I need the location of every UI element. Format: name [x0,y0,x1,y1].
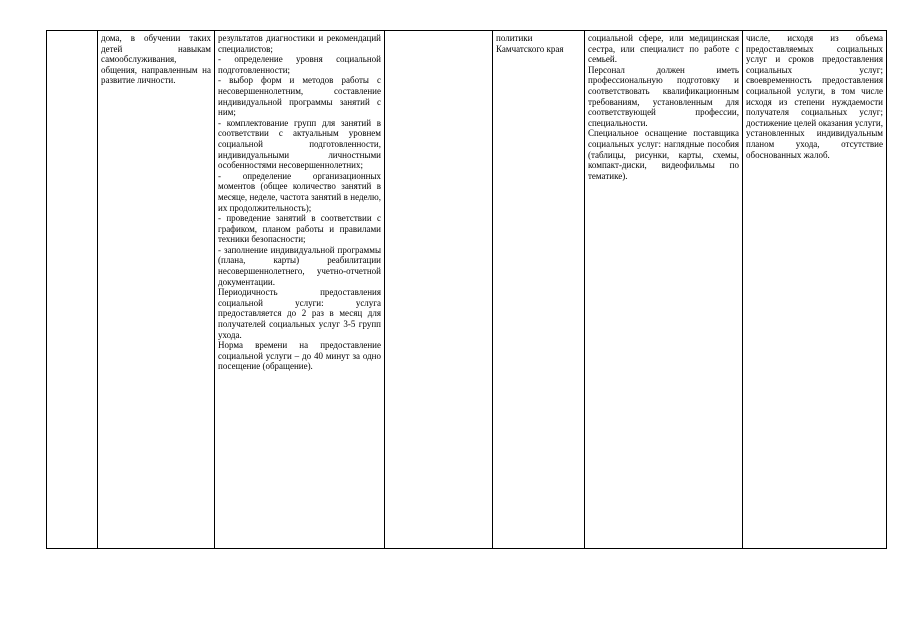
cell-quality-indicators: числе, исходя из объема предоставляемых социальных услуг и сроков предоставления социальных услуг; своевременность предоставления социальной услуги, в том числе исходя из степени нуждаемости получателя социальных услуг; достижение целей оказания услуги, установленных индивидуальным планом ухода, отсутствие обоснованных жалоб. [743,31,887,549]
cell-service-description: дома, в обучении таких детей навыкам самообслуживания, общения, направленным на развитие личности. [98,31,215,549]
cell-legal-basis: политики Камчатского края [493,31,585,549]
cell-conditions: социальной сфере, или медицинская сестра, или специалист по работе с семьей. Персонал должен иметь профессиональную подготовку и соответствовать квалификационным требованиям, установленным для соответствующей профессии, специальности. Специальное оснащение поставщика социальных услуг: наглядные пособия (таблицы, рисунки, карты, схемы, компакт-диски, видеофильмы по тематике). [585,31,743,549]
cell-tariff [385,31,493,549]
table-row [47,31,887,549]
cell-service-procedure: результатов диагностики и рекомендаций специалистов; - определение уровня социальной подготовленности; - выбор форм и методов работы с несовершеннолетним, составление индивидуальной программы занятий с ним; - комплектование групп для занятий в соответствии с актуальным уровнем социальной подготовленности, индивидуальными личностными особенностями несовершеннолетних; - определение организационных моментов (общее количество занятий в месяце, неделе, частота занятий в неделю, их продолжительность); - проведение занятий в соответствии с графиком, планом работы и правилами техники безопасности; - заполнение индивидуальной программы (плана, карты) реабилитации несовершеннолетнего, учетно-отчетной документации. Периодичность предоставления социальной услуги: услуга предоставляется до 2 раз в месяц для получателей социальных услуг 3-5 групп ухода. Норма времени на предоставление социальной услуги – до 40 минут за одно посещение (обращение). [215,31,385,549]
cell-number [47,31,98,549]
document-table [46,30,887,549]
